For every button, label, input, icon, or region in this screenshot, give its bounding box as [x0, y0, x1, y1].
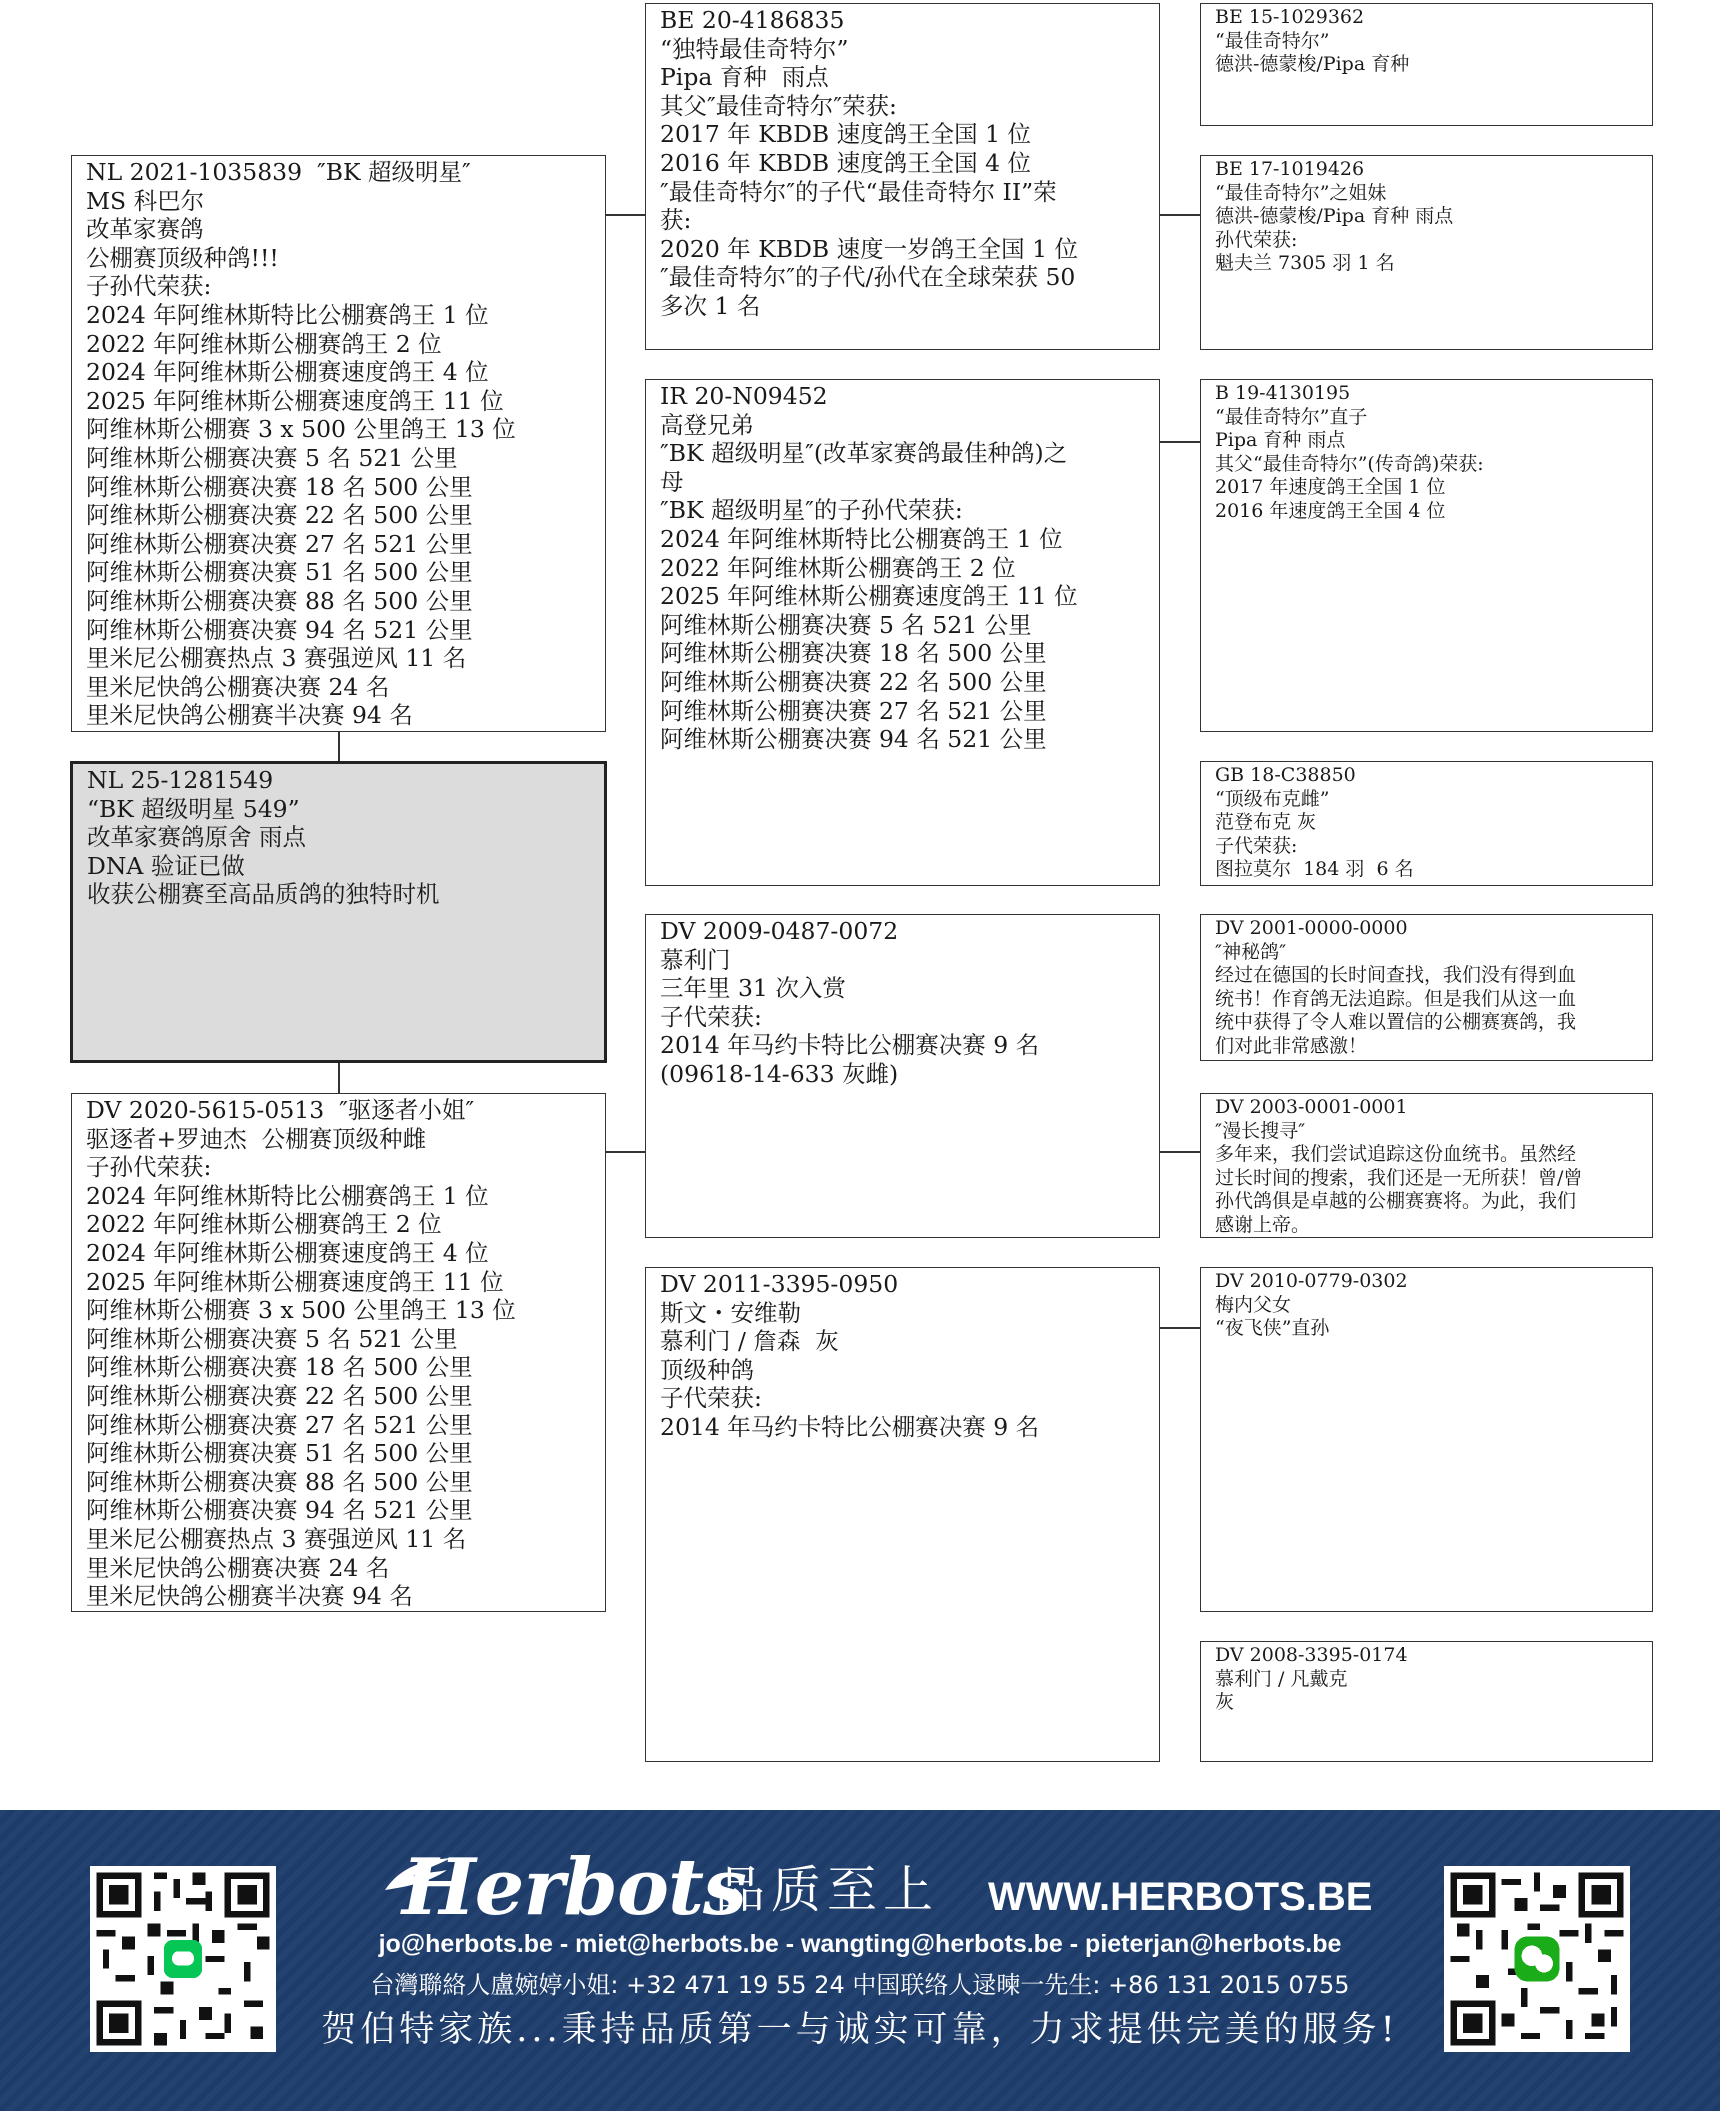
pedigree-line: DV 2020-5615-0513 ″驱逐者小姐″ — [86, 1096, 475, 1124]
dam-lines — [86, 1096, 591, 1611]
pedigree-line: 2024 年阿维林斯公棚赛速度鸽王 4 位 — [86, 358, 489, 387]
pedigree-dam-dam — [645, 1267, 1160, 1762]
sd-sire-lines — [1215, 382, 1638, 524]
pedigree-line: 阿维林斯公棚赛决赛 18 名 500 公里 — [660, 639, 1047, 668]
connector-sire-to-parents — [605, 214, 645, 216]
pedigree-line: 2024 年阿维林斯特比公棚赛鸽王 1 位 — [660, 524, 1063, 553]
pedigree-line: 阿维林斯公棚赛决赛 22 名 500 公里 — [86, 501, 473, 530]
pedigree-line: 阿维林斯公棚赛决赛 27 名 521 公里 — [86, 529, 473, 558]
pedigree-line: IR 20-N09452 — [660, 382, 828, 410]
pedigree-line: 2022 年阿维林斯公棚赛鸽王 2 位 — [86, 329, 442, 358]
pedigree-line: 2025 年阿维林斯公棚赛速度鸽王 11 位 — [86, 1267, 504, 1296]
pedigree-line: 过长时间的搜索，我们还是一无所获！曾/曾 — [1215, 1166, 1583, 1189]
pedigree-line: 2017 年 KBDB 速度鸽王全国 1 位 — [660, 120, 1032, 149]
pedigree-sire-sire — [645, 3, 1160, 350]
ds-dam-lines — [1215, 1096, 1638, 1238]
pedigree-line: 里米尼快鸽公棚赛决赛 24 名 — [86, 1553, 390, 1582]
pedigree-line: 阿维林斯公棚赛 3 x 500 公里鸽王 13 位 — [86, 415, 516, 444]
pedigree-line: ″BK 超级明星″的子孙代荣获: — [660, 496, 963, 525]
pedigree-sire — [71, 155, 606, 732]
sire-sire-lines — [660, 6, 1145, 321]
pedigree-line: “独特最佳奇特尔” — [660, 34, 849, 63]
pedigree-line: 阿维林斯公棚赛决赛 18 名 500 公里 — [86, 1353, 473, 1382]
pedigree-line: 收获公棚赛至高品质鸽的独特时机 — [87, 880, 440, 909]
email-contacts[interactable]: jo@herbots.be - miet@herbots.be - wangting@herbots.be - pieterjan@herbots.be — [378, 1930, 1342, 1958]
pedigree-sd-dam — [1200, 761, 1653, 886]
pedigree-dd-sire — [1200, 1267, 1653, 1612]
pedigree-line: NL 25-1281549 — [87, 766, 274, 794]
ss-sire-lines — [1215, 6, 1638, 77]
pedigree-line: 阿维林斯公棚赛决赛 22 名 500 公里 — [86, 1381, 473, 1410]
pedigree-line: 里米尼快鸽公棚赛半决赛 94 名 — [86, 1582, 413, 1611]
pedigree-line: ″最佳奇特尔″的子代“最佳奇特尔 II”荣 — [660, 177, 1057, 206]
pedigree-dd-dam — [1200, 1641, 1653, 1762]
pedigree-line: 2025 年阿维林斯公棚赛速度鸽王 11 位 — [86, 386, 504, 415]
pedigree-line: “夜飞侠”直孙 — [1215, 1317, 1330, 1340]
pedigree-line: 里米尼快鸽公棚赛半决赛 94 名 — [86, 701, 413, 730]
pedigree-line: 阿维林斯公棚赛决赛 94 名 521 公里 — [660, 725, 1047, 754]
pedigree-line: 2016 年 KBDB 速度鸽王全国 4 位 — [660, 148, 1032, 177]
pedigree-line: 阿维林斯公棚赛决赛 88 名 500 公里 — [86, 586, 473, 615]
pedigree-line: ″漫长搜寻″ — [1215, 1119, 1306, 1142]
pedigree-line: ″神秘鸽″ — [1215, 940, 1287, 963]
connector-sire-down — [338, 731, 340, 761]
pedigree-line: 统中获得了令人难以置信的公棚赛赛鸽，我 — [1215, 1011, 1577, 1034]
pedigree-line: 里米尼快鸽公棚赛决赛 24 名 — [86, 672, 390, 701]
ss-dam-lines — [1215, 158, 1638, 276]
brand-logo[interactable]: Herbots — [402, 1842, 746, 1933]
pedigree-line: Pipa 育种 雨点 — [660, 63, 829, 92]
subject-lines — [87, 766, 590, 909]
connector-gp1 — [1160, 214, 1200, 216]
pedigree-line: 阿维林斯公棚赛决赛 18 名 500 公里 — [86, 472, 473, 501]
pedigree-line: 驱逐者+罗迪杰 公棚赛顶级种雌 — [86, 1124, 427, 1153]
pedigree-line: 其父“最佳奇特尔”(传奇鸽)荣获: — [1215, 452, 1484, 475]
pedigree-line: 子代荣获: — [660, 1384, 762, 1413]
pedigree-line: 统书！作育鸽无法追踪。但是我们从这一血 — [1215, 987, 1577, 1010]
dd-dam-lines — [1215, 1644, 1638, 1715]
pedigree-line: 2024 年阿维林斯特比公棚赛鸽王 1 位 — [86, 1181, 489, 1210]
phone-contacts: 台灣聯絡人盧婉婷小姐: +32 471 19 55 24 中国联络人逯暕一先生: +86 131 2015 0755 — [370, 1971, 1350, 1999]
pedigree-line: 公棚赛顶级种鸽!!! — [86, 243, 279, 272]
pedigree-sd-sire — [1200, 379, 1653, 732]
pedigree-line: 子孙代荣获: — [86, 272, 212, 301]
pedigree-line: 阿维林斯公棚赛决赛 5 名 521 公里 — [86, 443, 458, 472]
dd-sire-lines — [1215, 1270, 1638, 1341]
pedigree-line: DV 2003-0001-0001 — [1215, 1096, 1408, 1118]
ds-sire-lines — [1215, 917, 1638, 1059]
pedigree-line: 斯文・安维勒 — [660, 1298, 801, 1327]
pedigree-line: 2024 年阿维林斯公棚赛速度鸽王 4 位 — [86, 1238, 489, 1267]
brand-slogan: 品质至上 — [715, 1861, 939, 1919]
pedigree-line: “最佳奇特尔”直子 — [1215, 405, 1368, 428]
pedigree-line: 阿维林斯公棚赛决赛 88 名 500 公里 — [86, 1467, 473, 1496]
pedigree-line: 孙代鸽俱是卓越的公棚赛赛将。为此，我们 — [1215, 1190, 1577, 1213]
pedigree-line: 里米尼公棚赛热点 3 赛强逆风 11 名 — [86, 1524, 467, 1553]
pedigree-line: 阿维林斯公棚赛决赛 22 名 500 公里 — [660, 667, 1047, 696]
pedigree-line: 2016 年速度鸽王全国 4 位 — [1215, 499, 1446, 522]
pedigree-line: 2022 年阿维林斯公棚赛鸽王 2 位 — [86, 1210, 442, 1239]
pedigree-line: 们对此非常感激！ — [1215, 1034, 1368, 1057]
pedigree-line: 子代荣获: — [660, 1002, 762, 1031]
pedigree-line: 梅内父女 — [1215, 1293, 1292, 1316]
pedigree-line: 三年里 31 次入赏 — [660, 974, 846, 1003]
pedigree-line: “BK 超级明星 549” — [87, 794, 300, 823]
pedigree-line: “最佳奇特尔” — [1215, 29, 1330, 52]
pedigree-line: 2014 年马约卡特比公棚赛决赛 9 名 — [660, 1031, 1040, 1060]
pedigree-line: 多次 1 名 — [660, 291, 761, 320]
pedigree-line: DV 2010-0779-0302 — [1215, 1270, 1408, 1292]
pedigree-line: 慕利门 / 凡戴克 — [1215, 1667, 1348, 1690]
pedigree-line: 母 — [660, 467, 684, 496]
pedigree-line: 图拉莫尔 184 羽 6 名 — [1215, 858, 1414, 881]
pedigree-line: B 19-4130195 — [1215, 382, 1351, 404]
connector-gp2 — [1160, 441, 1200, 443]
pedigree-line: MS 科巴尔 — [86, 186, 205, 215]
pedigree-line: 子代荣获: — [1215, 834, 1298, 857]
pedigree-line: 里米尼公棚赛热点 3 赛强逆风 11 名 — [86, 644, 467, 673]
pedigree-line: ″BK 超级明星″(改革家赛鸽最佳种鸽)之 — [660, 439, 1068, 468]
pedigree-line: 经过在德国的长时间查找，我们没有得到血 — [1215, 964, 1577, 987]
pedigree-line: 多年来，我们尝试追踪这份血统书。虽然经 — [1215, 1143, 1577, 1166]
pedigree-line: 阿维林斯公棚赛决赛 5 名 521 公里 — [660, 610, 1032, 639]
pedigree-line: BE 17-1019426 — [1215, 158, 1365, 180]
pedigree-line: 子孙代荣获: — [86, 1153, 212, 1182]
pedigree-line: 阿维林斯公棚赛决赛 5 名 521 公里 — [86, 1324, 458, 1353]
pedigree-line: Pipa 育种 雨点 — [1215, 429, 1346, 452]
pedigree-line: 德洪-德蒙梭/Pipa 育种 — [1215, 53, 1410, 76]
pedigree-line: 孙代荣获: — [1215, 228, 1298, 251]
pedigree-ds-sire — [1200, 914, 1653, 1061]
pedigree-line: 2022 年阿维林斯公棚赛鸽王 2 位 — [660, 553, 1016, 582]
pedigree-line: 2025 年阿维林斯公棚赛速度鸽王 11 位 — [660, 582, 1078, 611]
pedigree-line: 阿维林斯公棚赛决赛 51 名 500 公里 — [86, 558, 473, 587]
pedigree-line: ″最佳奇特尔″的子代/孙代在全球荣获 50 — [660, 263, 1076, 292]
pedigree-line: DV 2009-0487-0072 — [660, 917, 899, 945]
pedigree-line: 感谢上帝。 — [1215, 1213, 1311, 1236]
pedigree-line: 阿维林斯公棚赛决赛 27 名 521 公里 — [660, 696, 1047, 725]
pedigree-ss-sire — [1200, 3, 1653, 126]
pedigree-line: 范登布克 灰 — [1215, 811, 1317, 834]
pedigree-line: GB 18-C38850 — [1215, 764, 1356, 786]
pedigree-line: 其父″最佳奇特尔″荣获: — [660, 91, 897, 120]
pedigree-line: 阿维林斯公棚赛决赛 94 名 521 公里 — [86, 615, 473, 644]
pedigree-line: BE 15-1029362 — [1215, 6, 1365, 28]
pedigree-line: 阿维林斯公棚赛 3 x 500 公里鸽王 13 位 — [86, 1296, 516, 1325]
pedigree-line: 德洪-德蒙梭/Pipa 育种 雨点 — [1215, 205, 1454, 228]
pedigree-line: 顶级种鸽 — [660, 1355, 754, 1384]
pedigree-line: DV 2008-3395-0174 — [1215, 1644, 1408, 1666]
pedigree-line: 改革家赛鸽 — [86, 215, 204, 244]
pedigree-line: 灰 — [1215, 1691, 1235, 1714]
pedigree-line: 获: — [660, 206, 692, 235]
pedigree-line: “最佳奇特尔”之姐妹 — [1215, 181, 1387, 204]
pedigree-line: (09618-14-633 灰雌) — [660, 1059, 899, 1088]
sire-dam-lines — [660, 382, 1145, 754]
pedigree-line: 2024 年阿维林斯特比公棚赛鸽王 1 位 — [86, 300, 489, 329]
pedigree-line: 改革家赛鸽原舍 雨点 — [87, 823, 306, 852]
pedigree-line: 魁夫兰 7305 羽 1 名 — [1215, 252, 1395, 275]
sire-lines — [86, 158, 591, 730]
connector-dam-to-parents — [605, 1151, 645, 1153]
pedigree-subject — [70, 761, 607, 1063]
pedigree-line: 阿维林斯公棚赛决赛 51 名 500 公里 — [86, 1439, 473, 1468]
pedigree-sire-dam — [645, 379, 1160, 886]
pedigree-ss-dam — [1200, 155, 1653, 350]
pedigree-line: 阿维林斯公棚赛决赛 94 名 521 公里 — [86, 1496, 473, 1525]
pedigree-line: 高登兄弟 — [660, 410, 754, 439]
pedigree-dam-sire — [645, 914, 1160, 1238]
sd-dam-lines — [1215, 764, 1638, 882]
pedigree-line: 阿维林斯公棚赛决赛 27 名 521 公里 — [86, 1410, 473, 1439]
connector-gp3 — [1160, 1151, 1200, 1153]
pedigree-ds-dam — [1200, 1093, 1653, 1238]
pedigree-line: 2020 年 KBDB 速度一岁鸽王全国 1 位 — [660, 234, 1079, 263]
pedigree-dam — [71, 1093, 606, 1612]
connector-gp4 — [1160, 1327, 1200, 1329]
pedigree-line: “顶级布克雌” — [1215, 787, 1330, 810]
dam-dam-lines — [660, 1270, 1145, 1442]
dam-sire-lines — [660, 917, 1145, 1089]
pedigree-line: 2017 年速度鸽王全国 1 位 — [1215, 476, 1446, 499]
pedigree-line: BE 20-4186835 — [660, 6, 845, 34]
pedigree-line: DNA 验证已做 — [87, 851, 245, 880]
website-link[interactable]: WWW.HERBOTS.BE — [988, 1875, 1373, 1919]
pedigree-line: 2014 年马约卡特比公棚赛决赛 9 名 — [660, 1412, 1040, 1441]
pedigree-line: 慕利门 / 詹森 灰 — [660, 1327, 839, 1356]
connector-dam-up — [338, 1062, 340, 1094]
pedigree-line: DV 2011-3395-0950 — [660, 1270, 899, 1298]
footer-tagline: 贺伯特家族...秉持品质第一与诚实可靠，力求提供完美的服务! — [321, 2010, 1399, 2050]
pedigree-line: NL 2021-1035839 ″BK 超级明星″ — [86, 158, 471, 186]
pedigree-line: DV 2001-0000-0000 — [1215, 917, 1408, 939]
pedigree-line: 慕利门 — [660, 945, 731, 974]
